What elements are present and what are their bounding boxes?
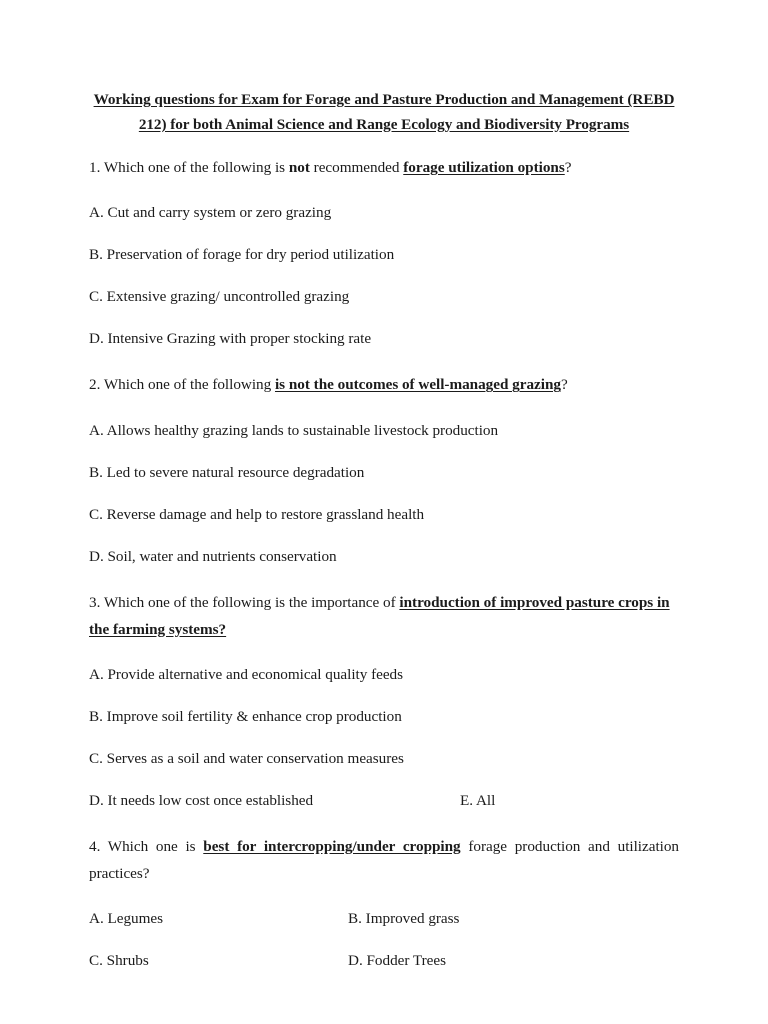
question-3-option-b: B. Improve soil fertility & enhance crop production <box>89 707 402 725</box>
question-4-option-row-ab <box>89 905 679 932</box>
document-title-line-1: Working questions for Exam for Forage and Pasture Production and Management (REBD <box>93 91 675 108</box>
question-1-emphasis: not <box>288 159 310 177</box>
question-4-stem <box>89 833 679 887</box>
question-3-stem <box>89 589 679 643</box>
question-3-option-d: D. It needs low cost once established <box>89 791 314 809</box>
spacer <box>89 688 679 703</box>
question-4-option-d: D. Fodder Trees <box>348 952 447 970</box>
question-4-text-c: forage production and utilization practices? <box>89 838 679 883</box>
spacer <box>89 399 679 417</box>
question-4-option-b: B. Improved grass <box>348 910 460 928</box>
spacer <box>89 181 679 199</box>
spacer <box>89 570 679 589</box>
question-3-option-row-de <box>89 787 679 814</box>
question-3-key-phrase: introduction of improved pasture crops in the farming systems? <box>89 593 670 638</box>
question-2-key-phrase: is not the outcomes of well-managed grazing <box>274 376 561 394</box>
question-3-option-a: A. Provide alternative and economical quality feeds <box>89 665 404 683</box>
spacer <box>89 772 679 787</box>
spacer <box>89 643 679 661</box>
spacer <box>89 226 679 241</box>
question-1-option-b: B. Preservation of forage for dry period utilization <box>89 246 395 264</box>
spacer <box>89 310 679 325</box>
document-title <box>89 88 679 137</box>
question-4-text-a: 4. Which one is <box>89 838 204 855</box>
question-2-option-c: C. Reverse damage and help to restore grassland health <box>89 505 425 523</box>
question-2-text-a: 2. Which one of the following <box>89 376 275 394</box>
document-title-line-2: 212) for both Animal Science and Range Ecology and Biodiversity Programs <box>138 115 630 133</box>
question-3-option-e: E. All <box>460 791 496 809</box>
question-4-option-a: A. Legumes <box>89 910 164 928</box>
spacer <box>89 352 679 371</box>
question-4-key-phrase: best for intercropping/under cropping <box>203 838 461 855</box>
question-1-key-phrase: forage utilization options <box>403 159 565 177</box>
question-2-stem <box>89 371 679 398</box>
question-1-option-d: D. Intensive Grazing with proper stocking rate <box>89 330 372 348</box>
question-2-option-a: A. Allows healthy grazing lands to sustainable livestock production <box>89 421 499 439</box>
question-1-text-c: ? <box>564 159 572 177</box>
question-2-option-d: D. Soil, water and nutrients conservation <box>89 547 337 565</box>
question-1-stem <box>89 154 679 181</box>
spacer <box>89 814 679 833</box>
question-3-option-c: C. Serves as a soil and water conservation measures <box>89 749 404 767</box>
spacer <box>89 444 679 459</box>
question-3-text-a: 3. Which one of the following is the importance of <box>89 593 400 611</box>
question-2-option-b: B. Led to severe natural resource degradation <box>89 463 365 481</box>
spacer <box>89 887 679 905</box>
question-2-text-c: ? <box>560 376 568 394</box>
question-4-option-row-cd <box>89 947 679 974</box>
question-1-option-a: A. Cut and carry system or zero grazing <box>89 204 332 222</box>
spacer <box>89 730 679 745</box>
question-1-text-b: recommended <box>309 159 404 177</box>
spacer <box>89 268 679 283</box>
spacer <box>89 486 679 501</box>
spacer <box>89 932 679 947</box>
spacer <box>89 528 679 543</box>
question-4-option-c: C. Shrubs <box>89 952 149 970</box>
document-body <box>89 88 679 974</box>
question-1-text-a: 1. Which one of the following is <box>89 159 289 177</box>
question-1-option-c: C. Extensive grazing/ uncontrolled grazing <box>89 288 350 306</box>
